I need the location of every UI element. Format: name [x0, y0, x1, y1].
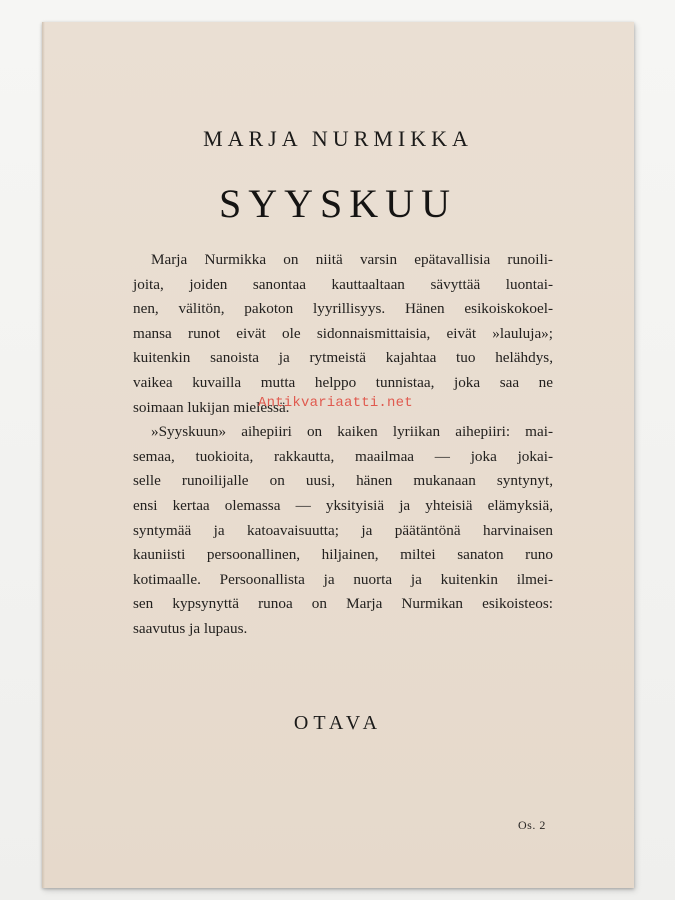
blurb-line: »Syyskuun» aihepiiri on kaiken lyriikan aihepiiri: mai- — [151, 423, 553, 441]
blurb-line: ensi kertaa olemassa — yksityisiä ja yhteisiä elämyksiä, — [133, 496, 553, 514]
blurb-line: syntymää ja katoavaisuutta; ja päätäntönä harvinaisen — [133, 521, 553, 539]
blurb-line: Marja Nurmikka on niitä varsin epätavallisia runoili- — [151, 251, 553, 268]
blurb-paragraph-2 — [133, 420, 553, 641]
blurb-line: semaa, tuokioita, rakkautta, maailmaa — joka jokai- — [133, 447, 553, 465]
cover-edge-shadow — [42, 22, 45, 888]
author-name: MARJA NURMIKKA — [203, 126, 473, 151]
blurb-text — [133, 248, 553, 642]
blurb-line: kotimaalle. Persoonallista ja nuorta ja kuitenkin ilmei- — [133, 570, 553, 588]
watermark-text: Antikvariaatti.net — [258, 395, 413, 411]
blurb-line: joita, joiden sanontaa kauttaaltaan sävyttää luontai- — [133, 275, 553, 293]
blurb-line: kuitenkin sanoista ja rytmeistä kajahtaa tuo helähdys, — [133, 349, 553, 367]
book-title: SYYSKUU — [219, 181, 457, 226]
book-back-cover — [42, 22, 634, 888]
blurb-line: nen, välitön, pakoton lyyrillisyys. Hänen esikoiskokoel- — [133, 300, 553, 318]
blurb-line: saavutus ja lupaus. — [133, 619, 248, 637]
blurb-line: sen kypsynyttä runoa on Marja Nurmikan esikoisteos: — [133, 595, 553, 613]
blurb-line: kauniisti persoonallinen, hiljainen, miltei sanaton runo — [133, 546, 553, 564]
publisher-name: OTAVA — [293, 712, 383, 734]
blurb-line: mansa runot eivät ole sidonnaismittaisia, eivät »lauluja»; — [133, 324, 553, 342]
blurb-line: selle runoilijalle on uusi, hänen mukanaan syntynyt, — [133, 472, 553, 490]
blurb-line: vaikea kuvailla mutta helppo tunnistaa, joka saa ne — [133, 373, 553, 391]
blurb-line: soimaan lukijan mielessä. — [133, 398, 290, 416]
series-code: Os. 2 — [518, 818, 546, 832]
